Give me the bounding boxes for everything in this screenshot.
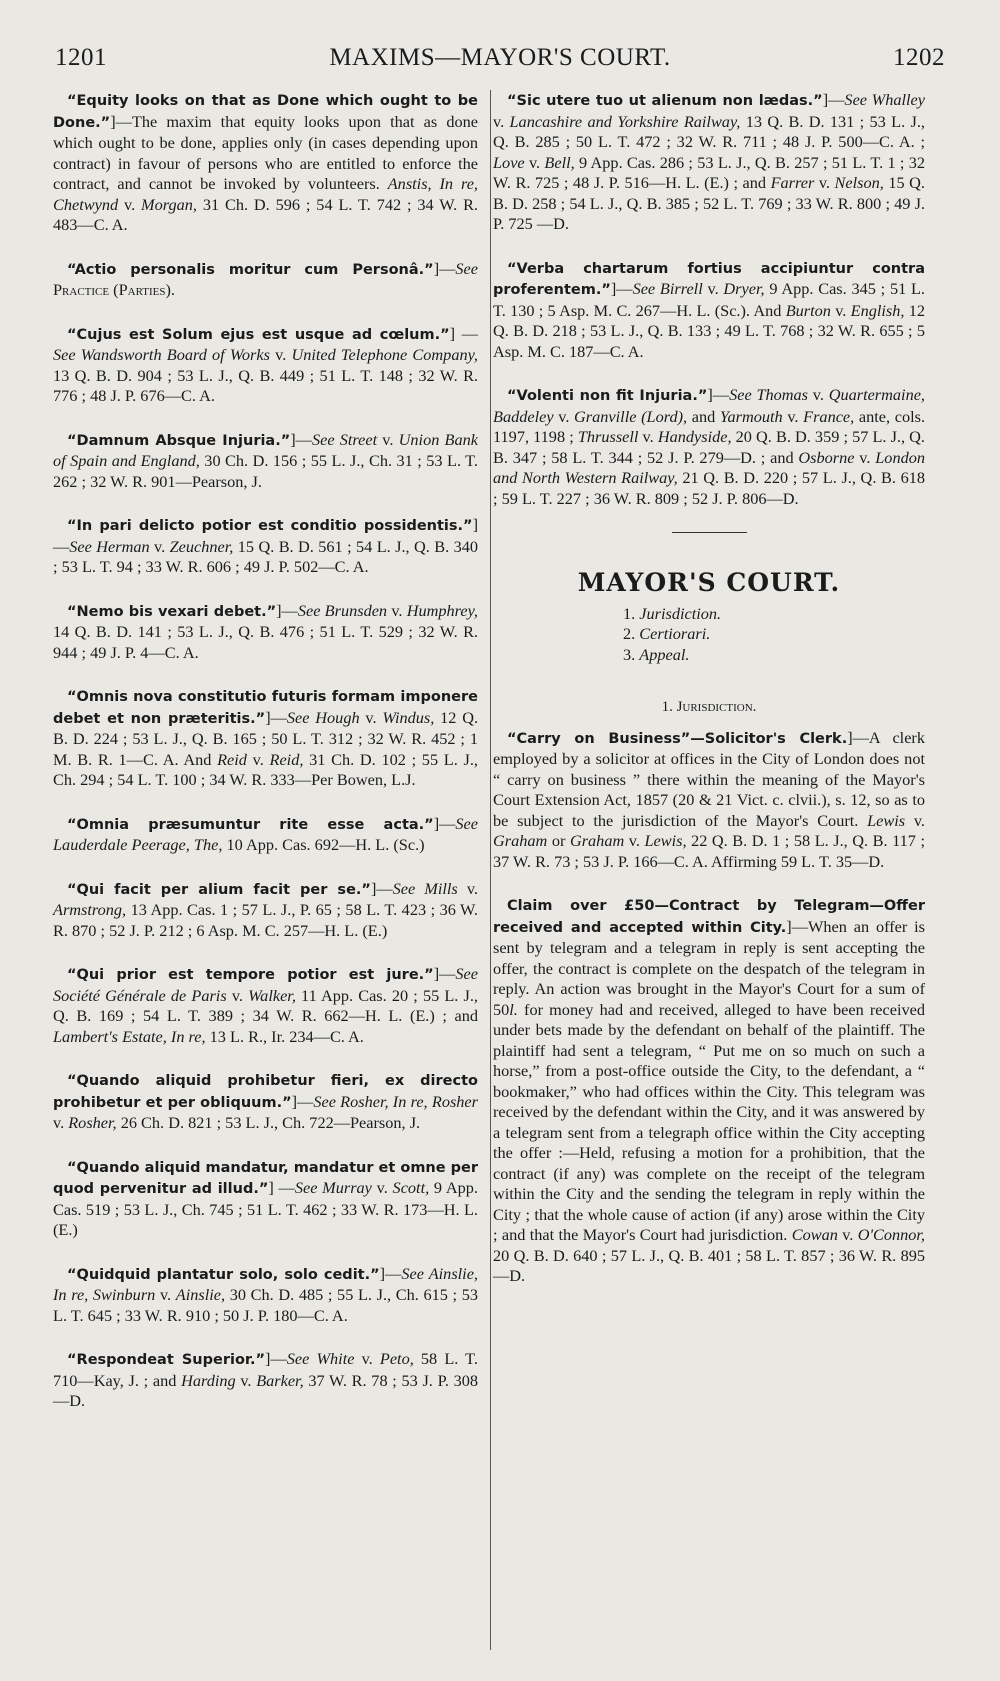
case-name: See Street [311,429,378,449]
entry-headword: “Quidquid plantatur solo, solo cedit.” [67,1266,380,1283]
toc-item [623,604,925,625]
case-name: Graham [569,831,625,850]
entry-headword: “Cujus est Solum ejus est usque ad cœlum.” [67,326,450,343]
entry-text: 21 Q. B. D. 220 ; 57 L. J., Q. B. 618 ; 59 L. T. 227 ; 36 W. R. 809 ; 52 J. P. 806—D. [493,468,925,508]
entry-headword: “Sic utere tuo ut alienum non lædas.” [507,93,823,109]
case-name: Humphrey, [406,600,478,620]
entry-text: 9 App. Cas. 519 ; 53 L. J., Ch. 745 ; 51 L. T. 462 ; 33 W. R. 173—H. L. (E.) [53,1178,479,1239]
entry-text: 11 App. Cas. 20 ; 55 L. J., Q. B. 169 ; 54 L. T. 389 ; 34 W. R. 662—H. L. (E.) ; and [53,985,478,1025]
running-header [55,44,945,80]
case-name: See Birrell [632,279,703,298]
case-name: See Mills [392,878,458,898]
entry-headword: “Volenti non fit Injuria.” [507,388,708,404]
case-name: France, [803,406,855,426]
entry-text: v. [854,447,876,467]
case-name: O'Connor, [857,1225,925,1244]
entry-headword: “In pari delicto potior est conditio possidentis.” [67,518,473,534]
entry-text: 13 Q. B. D. 904 ; 53 L. J., Q. B. 449 ; 51 L. T. 148 ; 32 W. R. 776 ; 48 J. P. 676—C. A. [53,365,478,405]
case-name: London and North Western Railway, [493,447,926,487]
case-name: Granville (Lord), [574,406,688,426]
entry-text: v. [553,406,575,426]
maxim-entry [53,90,478,236]
case-name: Peto, [379,1349,414,1368]
entry-text: 9 App. Cas. 286 ; 53 L. J., Q. B. 257 ; 51 L. T. 1 ; 32 W. R. 725 ; 48 J. P. 516—H. L. (E.) ; and [493,152,925,192]
entry-headword: “Verba chartarum fortius accipiuntur contra proferentem.” [493,260,925,298]
entry-text: ]— [433,258,456,278]
toc-number: 2. [623,624,640,643]
maxim-entry [53,430,478,493]
maxim-entry [53,1070,478,1134]
entry-text: v. [702,279,724,298]
entry-text: 37 W. R. 78 ; 53 J. P. 308—D. [53,1370,479,1410]
entry-text: v. [638,427,658,446]
case-name: See Whalley [844,90,925,109]
case-name: Ainslie, [175,1285,226,1304]
entry-text: ] — [268,1178,295,1197]
entry-text: v. [457,878,478,898]
case-name: See Herman [69,536,150,556]
case-name: Burton [785,300,831,320]
entry-text: ]— [707,385,730,404]
entry-text: 13 Q. B. D. 131 ; 53 L. J., Q. B. 285 ; 50 L. T. 472 ; 32 W. R. 711 ; 48 J. P. 500—C. A. ; [493,111,925,151]
entry-text: ]—The maxim that equity looks upon that as done which ought to be done, applies only (in cases depending upon contract) in favour of persons who are entitled to enforce the contract, and cannot be invoked by volunteers. [53,111,478,193]
entry-text: 20 Q. B. D. 359 ; 57 L. J., Q. B. 347 ; 58 L. T. 344 ; 52 J. P. 279—D. ; and [493,427,925,467]
entry-text: 30 Ch. D. 156 ; 55 L. J., Ch. 31 ; 53 L. T. 262 ; 32 W. R. 901—Pearson, J. [53,451,478,491]
entry-text: v. [226,985,249,1005]
entry-headword: Claim over £50—Contract by Telegram—Offer received and accepted within City. [493,898,925,936]
right-page-number: 1202 [893,44,945,71]
case-name: Yarmouth [719,406,783,426]
entry-headword: “Quando aliquid prohibetur fieri, ex directo prohibetur et per obliquum.” [53,1073,478,1111]
entry-text: v. [524,152,545,172]
entry-headword: “Qui prior est tempore potior est jure.” [67,967,434,983]
maxim-entry [493,385,925,509]
entry-text: 20 Q. B. D. 640 ; 57 L. J., Q. B. 401 ; 58 L. T. 857 ; 36 W. R. 895—D. [493,1245,925,1285]
entry-text: ]— [291,1091,314,1111]
maxims-continued [493,90,925,509]
entry-text: ]— [433,813,456,833]
case-name: Union Bank of Spain and England, [53,429,478,470]
entry-text: ]— [610,279,633,298]
entry-headword: “Carry on Business”—Solicitor's Clerk. [507,730,848,747]
case-name: See [455,258,478,278]
entry-headword: “Nemo bis vexari debet.” [67,603,277,620]
entry-text: ]— [822,90,845,109]
entry-text: 31 Ch. D. 102 ; 55 L. J., Ch. 294 ; 54 L. T. 100 ; 34 W. R. 333—Per Bowen, L.J. [53,749,479,789]
case-name: Bell, [544,152,575,172]
case-name: See Rosher, In re, Rosher [313,1091,478,1111]
case-name: l. [509,999,518,1019]
maxim-entry [493,258,925,363]
entry-text: 15 Q. B. D. 258 ; 54 L. J., Q. B. 385 ; 52 L. T. 769 ; 33 W. R. 800 ; 49 J. P. 725 —D. [493,173,926,233]
entry-text: ]— [379,1263,402,1283]
section-title: MAYOR'S COURT. [577,568,841,597]
case-name: Walker, [248,985,296,1005]
entry-text: v. [371,1178,393,1197]
maxim-entry [53,1264,478,1327]
case-name: Anstis, In re, Chetwynd [53,174,479,214]
entry-text: v. [246,749,270,769]
entry-headword: “Equity looks on that as Done which ought to be Done.” [53,93,478,131]
case-name: See Brunsden [297,600,388,620]
entry-headword: “Actio personalis moritur cum Personâ.” [67,261,434,278]
entry-text: ]— [265,1349,287,1368]
toc-item [623,645,925,666]
case-name: Lancashire and Yorkshire Railway, [509,111,741,131]
running-title: MAXIMS—MAYOR'S COURT. [329,44,671,71]
entry-text: 30 Ch. D. 485 ; 55 L. J., Ch. 615 ; 53 L. T. 645 ; 33 W. R. 910 ; 50 J. P. 180—C. A. [53,1285,479,1325]
maxim-entry [53,324,478,407]
case-name: Lewis [867,810,906,830]
entry-text: v. [387,600,407,620]
jurisdiction-entries [493,728,925,1287]
maxim-entry [53,601,478,664]
case-name: See Ainslie, In re, Swinburn [53,1263,478,1304]
entry-text: 12 Q. B. D. 218 ; 53 L. J., Q. B. 133 ; 49 L. T. 768 ; 32 W. R. 655 ; 5 Asp. M. C. 187—C. A. [493,300,926,361]
column-divider-rule [490,90,491,1650]
case-name: Scott, [392,1178,430,1197]
entry-text: ]— [433,964,456,983]
case-name: Reid [217,749,247,769]
entry-text: v. [359,707,383,727]
toc-label: Appeal. [639,644,690,664]
left-column [53,90,478,1435]
left-page-number: 1201 [55,44,107,71]
entry-headword: “Omnia præsumuntur rite esse acta.” [67,816,434,833]
case-name: Lambert's Estate, In re, [53,1026,206,1046]
subsection-heading: 1. Jurisdiction. [661,699,757,715]
entry-text: v. [493,111,510,131]
case-name: Armstrong, [53,900,127,919]
entry-text: v. [830,300,851,320]
entry-text: ]— [265,707,287,727]
section-divider [672,532,747,533]
case-name: Handyside, [657,427,732,446]
case-name: Zeuchner, [169,536,234,556]
maxim-entry [53,814,478,856]
toc-number: 1. [623,603,640,623]
case-name: Barker, [256,1370,304,1390]
case-name: See Lauderdale Peerage, The, [53,813,478,854]
entry-text: 14 Q. B. D. 141 ; 53 L. J., Q. B. 476 ; 51 L. T. 529 ; 32 W. R. 944 ; 49 J. P. 4—C. A. [53,622,478,662]
entry-text: v. [149,536,170,556]
case-name: Rosher, [68,1113,117,1132]
case-name: Harding [181,1370,236,1390]
entry-text: v. [814,173,835,192]
entry-text: ante, cols. 1197, 1198 ; [493,406,926,446]
case-name: Lewis, [644,831,687,850]
toc-item [623,624,925,645]
entry-text: and [687,406,720,426]
entry-text: 26 Ch. D. 821 ; 53 L. J., Ch. 722—Pearson, J. [116,1113,421,1132]
entry-headword: “Omnis nova constitutio futuris formam imponere debet et non præteritis.” [53,689,478,727]
entry-text: v. [155,1285,176,1304]
case-name: Thrussell [577,427,639,446]
case-name: United Telephone Company, [291,345,478,364]
case-name: Nelson, [834,173,884,192]
entry-text: v. [354,1349,380,1368]
maxim-entry [53,879,478,942]
toc-number: 3. [623,644,640,664]
case-name: Quartermaine, Baddeley [493,385,926,426]
entry-text: ] — [449,323,478,343]
entry-text: v. [269,345,292,364]
entry-text: 58 L. T. 710—Kay, J. ; and [53,1349,478,1390]
entry-text: ]— [53,515,478,556]
case-name: English, [850,300,905,320]
entry-headword: “Qui facit per alium facit per se.” [67,881,371,898]
case-name: Dryer, [723,279,765,298]
entry-text: 13 L. R., Ir. 234—C. A. [205,1026,364,1046]
entry-text: 10 App. Cas. 692—H. L. (Sc.) [222,835,425,854]
right-column [493,90,925,1310]
maxim-entry [53,259,478,301]
entry-text: ]— [290,429,312,449]
entry-headword: “Respondeat Superior.” [67,1352,266,1368]
maxim-entry [493,90,925,235]
entry-text: ]— [370,878,393,898]
toc-label: Jurisdiction. [639,603,722,623]
entry-text: ]— [276,600,298,620]
cross-reference: Practice (Parties). [53,280,175,299]
entry-text: ]—A clerk employed by a solicitor at offices in the City of London does not “ carry on business ” there within the meaning of the Mayor's Court Extension Act, 1857 (20 & 21 Vict. c. clvii.), s. 12, so as to be subject to the jurisdiction of the Mayor's Court. [493,727,925,830]
maxim-entry [53,515,478,578]
entry-text: v. [837,1225,858,1244]
maxim-entry [53,964,478,1047]
entry-text: v. [118,194,142,214]
maxim-entry [53,1349,478,1412]
case-name: Morgan, [141,194,197,214]
section-contents [623,604,925,666]
maxim-entry [493,728,925,873]
entry-text: v. [377,429,399,449]
entry-text: 9 App. Cas. 345 ; 51 L. T. 130 ; 5 Asp. M. C. 267—H. L. (Sc.). And [493,279,926,320]
case-name: See Murray [294,1178,372,1197]
entry-headword: “Damnum Absque Injuria.” [67,432,291,449]
maxim-entry [53,686,478,791]
entry-text: v. [53,1113,69,1132]
maxim-entry [53,1157,478,1241]
toc-label: Certiorari. [639,624,711,643]
entry-text: v. [235,1370,257,1390]
case-name: Osborne [798,447,855,467]
case-name: Cowan [791,1225,838,1244]
case-name: See Thomas [729,385,809,404]
case-name: See Société Générale de Paris [53,964,478,1005]
entry-text: or [547,831,570,850]
case-name: See Wandsworth Board of Works [53,345,270,364]
maxim-entry [493,895,925,1287]
entry-text: v. [808,385,829,404]
case-name: Windus, [382,707,435,727]
case-name: Love [493,152,525,172]
entry-text: v. [905,810,925,830]
case-name: Reid, [269,749,304,769]
entry-text: 31 Ch. D. 596 ; 54 L. T. 742 ; 34 W. R. 483—C. A. [53,194,479,234]
case-name: See White [286,1349,355,1368]
entry-text: v. [782,406,804,426]
entry-text: 13 App. Cas. 1 ; 57 L. J., P. 65 ; 58 L. T. 423 ; 36 W. R. 870 ; 52 J. P. 212 ; 6 Asp. M. C. 257—H. L. (E.) [53,900,478,940]
case-name: Farrer [770,173,815,192]
entry-text: for money had and received, alleged to have been received under bets made by the defendant on behalf of the plaintiff. The plaintiff had sent a telegram, “ Put me on so much on such a horse,” from a post-office outside the City, to the defendant, a “ bookmaker,” who had offices within the City. This telegram was received by the defendant within the City, and it was answered by a telegram sent from a telegraph office within the City accepting the offer :—Held, refusing a motion for a prohibition, that the contract (if any) was complete on the receipt of the telegram within the City and the sending the telegram in reply within the City ; that the whole cause of action (if any) arose within the City ; and that the Mayor's Court had jurisdiction. [493,999,925,1244]
case-name: See Hough [286,707,360,727]
entry-headword: “Quando aliquid mandatur, mandatur et omne per quod pervenitur ad illud.” [53,1159,478,1197]
entry-text: 22 Q. B. D. 1 ; 58 L. J., Q. B. 117 ; 37 W. R. 73 ; 53 J. P. 166—C. A. Affirming 59 L. T. 35—D. [493,831,926,871]
entry-text: 12 Q. B. D. 224 ; 53 L. J., Q. B. 165 ; 50 L. T. 312 ; 32 W. R. 452 ; 1 M. B. R. 1—C. A. And [53,707,479,769]
case-name: Graham [493,831,548,850]
entry-text: ]—When an offer is sent by telegram and a telegram in reply is sent accepting the offer, the contract is complete on the despatch of the telegram in reply. An action was brought in the Mayor's Court for a sum of 50 [493,916,926,1019]
entry-text: 15 Q. B. D. 561 ; 54 L. J., Q. B. 340 ; 53 L. T. 94 ; 33 W. R. 606 ; 49 J. P. 502—C. A. [53,536,478,576]
entry-text: v. [624,831,645,850]
